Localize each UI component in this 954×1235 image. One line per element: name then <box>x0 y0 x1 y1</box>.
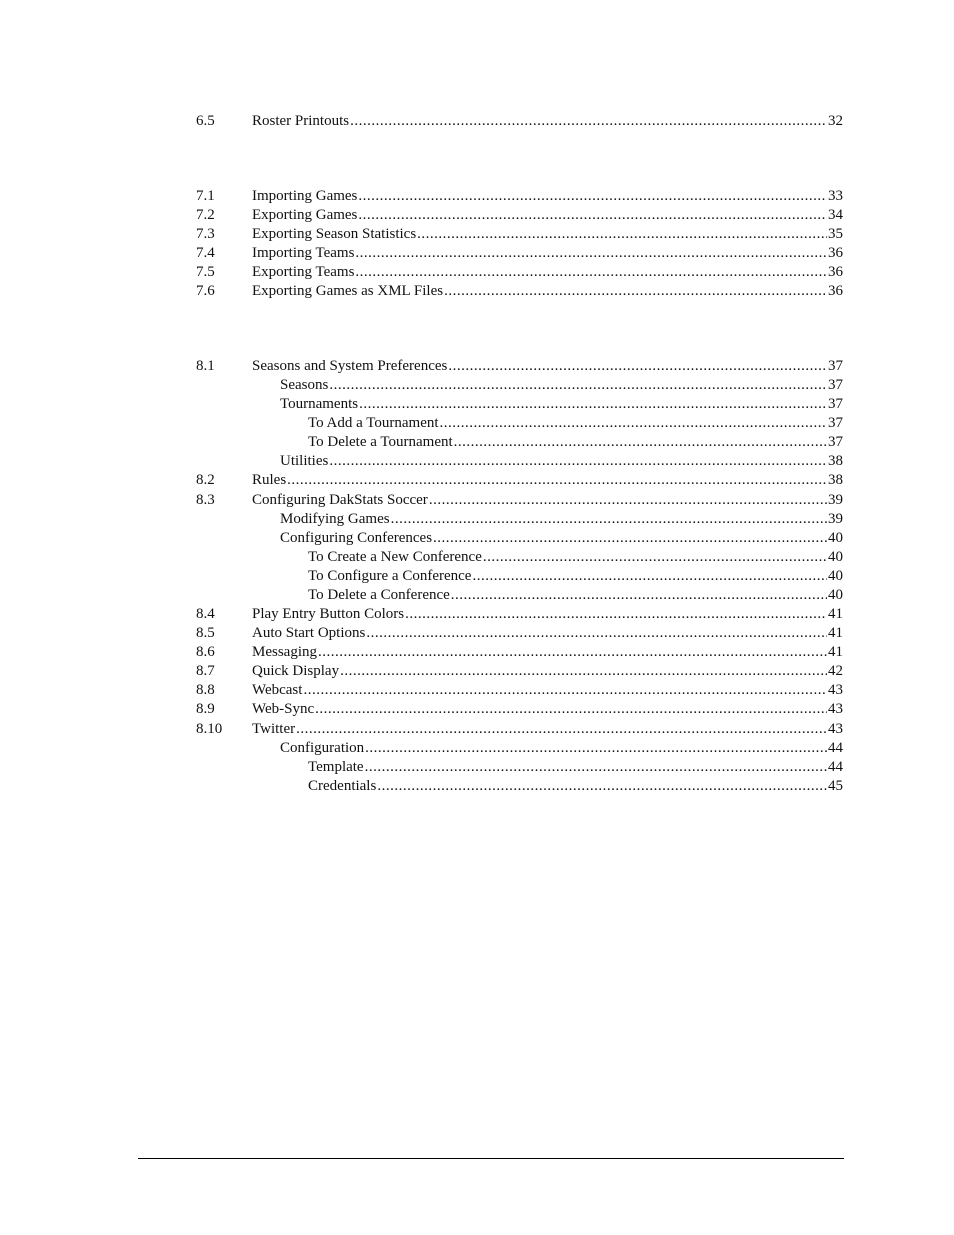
toc-subsubentry[interactable] <box>196 433 843 452</box>
toc-entry-page: 36 <box>828 283 843 299</box>
toc-entry-page: 40 <box>828 587 843 603</box>
toc-entry-title: Auto Start Options <box>252 625 366 641</box>
toc-entry-title: Tournaments <box>280 396 359 412</box>
toc-entry-page: 38 <box>828 453 843 469</box>
toc-entry-page: 36 <box>828 245 843 261</box>
toc-entry-page: 37 <box>828 434 843 450</box>
toc-leader <box>303 681 827 700</box>
toc-subsubentry[interactable] <box>196 548 843 567</box>
toc-entry-title: To Create a New Conference <box>308 549 482 565</box>
toc-leader <box>350 112 827 131</box>
toc-entry[interactable] <box>196 244 843 263</box>
toc-entry-page: 43 <box>828 721 843 737</box>
toc-entry-number: 8.2 <box>196 472 215 488</box>
toc-entry-title: Configuring DakStats Soccer <box>252 492 428 508</box>
toc-entry-number: 7.4 <box>196 245 215 261</box>
toc-entry[interactable] <box>196 643 843 662</box>
toc-entry-title: Utilities <box>280 453 329 469</box>
toc-leader <box>483 548 827 567</box>
toc-entry[interactable] <box>196 225 843 244</box>
toc-entry-title: To Add a Tournament <box>308 415 439 431</box>
toc-leader <box>448 357 827 376</box>
toc-entry-page: 43 <box>828 701 843 717</box>
toc-leader <box>358 187 827 206</box>
toc-entry-title: Play Entry Button Colors <box>252 606 405 622</box>
toc-entry-number: 7.3 <box>196 226 215 242</box>
toc-leader <box>315 700 827 719</box>
toc-entry-title: Quick Display <box>252 663 340 679</box>
toc-leader <box>451 586 827 605</box>
toc-entry-title: To Delete a Conference <box>308 587 450 603</box>
toc-leader <box>472 567 827 586</box>
toc-entry-page: 40 <box>828 568 843 584</box>
toc-leader <box>391 510 827 529</box>
toc-entry-title: Configuring Conferences <box>280 530 433 546</box>
toc-entry-title: Web-Sync <box>252 701 315 717</box>
toc-leader <box>340 662 827 681</box>
toc-entry-number: 7.1 <box>196 188 215 204</box>
toc-entry-number: 7.6 <box>196 283 215 299</box>
toc-subentry[interactable] <box>196 510 843 529</box>
toc-leader <box>433 529 827 548</box>
toc-leader <box>329 452 827 471</box>
toc-subsubentry[interactable] <box>196 777 843 796</box>
toc-entry-page: 34 <box>828 207 843 223</box>
toc-entry-page: 44 <box>828 740 843 756</box>
toc-entry[interactable] <box>196 700 843 719</box>
toc-entry-page: 43 <box>828 682 843 698</box>
toc-leader <box>417 225 827 244</box>
toc-entry-number: 8.8 <box>196 682 215 698</box>
toc-leader <box>318 643 827 662</box>
toc-leader <box>377 777 827 796</box>
toc-entry-page: 37 <box>828 358 843 374</box>
toc-entry-title: Rules <box>252 472 287 488</box>
toc-entry[interactable] <box>196 112 843 131</box>
toc-subsubentry[interactable] <box>196 414 843 433</box>
toc-entry-page: 38 <box>828 472 843 488</box>
toc-entry[interactable] <box>196 206 843 225</box>
toc-leader <box>366 624 827 643</box>
toc-entry-title: Exporting Teams <box>252 264 355 280</box>
toc-entry-title: Modifying Games <box>280 511 390 527</box>
toc-entry[interactable] <box>196 357 843 376</box>
toc-subentry[interactable] <box>196 529 843 548</box>
toc-entry-number: 8.1 <box>196 358 215 374</box>
toc-entry-page: 37 <box>828 396 843 412</box>
toc-entry-number: 8.5 <box>196 625 215 641</box>
toc-entry-title: Exporting Games as XML Files <box>252 283 444 299</box>
toc-entry-page: 41 <box>828 606 843 622</box>
toc-entry-page: 44 <box>828 759 843 775</box>
toc-entry[interactable] <box>196 605 843 624</box>
toc-entry-number: 8.6 <box>196 644 215 660</box>
toc-subentry[interactable] <box>196 739 843 758</box>
toc-entry-page: 37 <box>828 415 843 431</box>
toc-entry[interactable] <box>196 624 843 643</box>
toc-entry-title: Webcast <box>252 682 303 698</box>
toc-entry-number: 8.3 <box>196 492 215 508</box>
toc-entry-title: Roster Printouts <box>252 113 350 129</box>
toc-leader <box>287 471 827 490</box>
toc-entry-page: 39 <box>828 511 843 527</box>
toc-entry-title: Seasons and System Preferences <box>252 358 448 374</box>
toc-entry-number: 8.4 <box>196 606 215 622</box>
toc-entry-title: Messaging <box>252 644 317 660</box>
toc-entry-page: 32 <box>828 113 843 129</box>
toc-entry[interactable] <box>196 681 843 700</box>
toc-leader <box>405 605 827 624</box>
toc-entry-page: 40 <box>828 530 843 546</box>
toc-entry[interactable] <box>196 491 843 510</box>
toc-subentry[interactable] <box>196 376 843 395</box>
toc-leader <box>454 433 827 452</box>
toc-subsubentry[interactable] <box>196 586 843 605</box>
toc-entry-page: 41 <box>828 625 843 641</box>
toc-entry-title: Template <box>308 759 364 775</box>
toc-entry-title: Importing Games <box>252 188 358 204</box>
toc-entry[interactable] <box>196 187 843 206</box>
toc-entry-title: Exporting Games <box>252 207 358 223</box>
toc-leader <box>296 720 827 739</box>
toc-entry-title: Importing Teams <box>252 245 355 261</box>
toc-leader <box>444 282 827 301</box>
toc-entry-title: Credentials <box>308 778 377 794</box>
toc-leader <box>329 376 827 395</box>
toc-entry-page: 33 <box>828 188 843 204</box>
toc-entry-page: 42 <box>828 663 843 679</box>
toc-entry[interactable] <box>196 282 843 301</box>
toc-leader <box>365 739 827 758</box>
toc-entry-page: 37 <box>828 377 843 393</box>
toc-entry-number: 8.10 <box>196 721 223 737</box>
toc-entry-page: 39 <box>828 492 843 508</box>
toc-entry-number: 8.7 <box>196 663 215 679</box>
toc-entry-page: 45 <box>828 778 843 794</box>
toc-entry-page: 35 <box>828 226 843 242</box>
toc-entry-page: 41 <box>828 644 843 660</box>
toc-entry-title: Twitter <box>252 721 296 737</box>
toc-leader <box>358 206 827 225</box>
footer-rule <box>138 1158 844 1159</box>
toc-entry-title: To Configure a Conference <box>308 568 472 584</box>
toc-entry-number: 7.2 <box>196 207 215 223</box>
toc-subentry[interactable] <box>196 395 843 414</box>
toc-leader <box>429 491 827 510</box>
toc-entry[interactable] <box>196 471 843 490</box>
toc-leader <box>355 244 827 263</box>
toc-leader <box>359 395 827 414</box>
toc-entry-number: 8.9 <box>196 701 215 717</box>
toc-leader <box>355 263 827 282</box>
toc-entry-page: 40 <box>828 549 843 565</box>
toc-subsubentry[interactable] <box>196 567 843 586</box>
toc-leader <box>365 758 827 777</box>
toc-subsubentry[interactable] <box>196 758 843 777</box>
toc-entry[interactable] <box>196 263 843 282</box>
toc-entry[interactable] <box>196 720 843 739</box>
toc-subentry[interactable] <box>196 452 843 471</box>
toc-entry-title: Seasons <box>280 377 329 393</box>
toc-entry-title: Configuration <box>280 740 365 756</box>
toc-entry-title: To Delete a Tournament <box>308 434 453 450</box>
toc-entry-title: Exporting Season Statistics <box>252 226 417 242</box>
toc-leader <box>440 414 827 433</box>
toc-entry-number: 7.5 <box>196 264 215 280</box>
toc-entry-page: 36 <box>828 264 843 280</box>
toc-entry[interactable] <box>196 662 843 681</box>
toc-entry-number: 6.5 <box>196 113 215 129</box>
